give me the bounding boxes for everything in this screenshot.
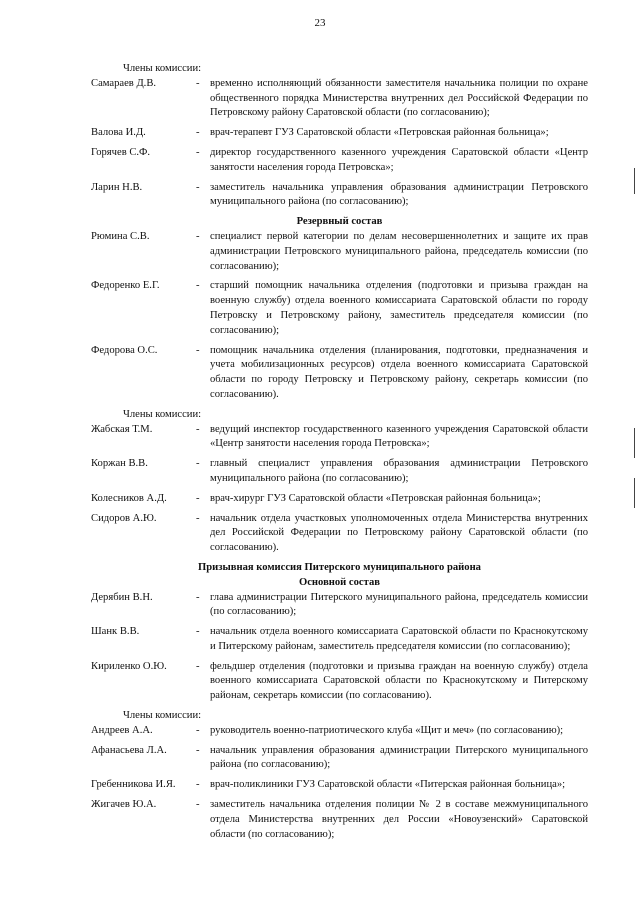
dash-separator: -	[196, 724, 200, 736]
member-position: заместитель начальника управления образования администрации Петровского муниципального района (по согласованию);	[210, 181, 588, 208]
member-position: врач-терапевт ГУЗ Саратовской области «Петровская районная больница»;	[210, 127, 549, 139]
member-position: старший помощник начальника отделения (подготовки и призыва граждан на военную службу) отдела военного комиссариата Саратовской области по городу Петровску и Петровскому району, заместитель председателя комиссии (по согласованию);	[210, 280, 588, 336]
commission-member-entry	[91, 625, 588, 655]
member-position: ведущий инспектор государственного казенного учреждения Саратовской области «Центр занятости населения города Петровска»;	[210, 423, 588, 450]
dash-separator: -	[196, 492, 200, 504]
member-position: директор государственного казенного учреждения Саратовской области «Центр занятости населения города Петровска»;	[210, 146, 588, 173]
commission-member-entry	[91, 512, 588, 556]
section-title: Основной состав	[298, 576, 380, 588]
member-name: Коржан В.В.	[91, 458, 148, 470]
members-heading: Члены комиссии:	[123, 710, 202, 722]
dash-separator: -	[196, 779, 200, 791]
member-name: Дерябин В.Н.	[91, 591, 153, 603]
section-title: Призывная комиссия Питерского муниципального района	[198, 561, 481, 573]
section-title: Резервный состав	[296, 216, 383, 228]
member-position: заместитель начальника отделения полиции № 2 в составе межмуниципального отдела Министерства внутренних дел России «Новоузенский» Саратовской области (по согласованию);	[210, 799, 588, 840]
dash-separator: -	[196, 77, 200, 89]
member-position: врач-поликлиники ГУЗ Саратовской области «Питерская районная больница»;	[210, 779, 566, 791]
commission-member-entry	[91, 230, 588, 274]
member-name: Рюмина С.В.	[91, 230, 150, 242]
member-name: Шанк В.В.	[91, 626, 140, 638]
member-name: Валова И.Д.	[91, 127, 146, 139]
dash-separator: -	[196, 344, 200, 356]
member-name: Афанасьева Л.А.	[91, 744, 167, 756]
member-position: врач-хирург ГУЗ Саратовской области «Петровская районная больница»;	[210, 492, 541, 504]
commission-member-entry	[91, 181, 588, 211]
dash-separator: -	[196, 181, 200, 193]
members-heading: Члены комиссии:	[123, 63, 202, 74]
dash-separator: -	[196, 626, 200, 638]
dash-separator: -	[196, 660, 200, 672]
commission-member-entry	[91, 778, 588, 793]
commission-member-entry	[91, 344, 588, 403]
dash-separator: -	[196, 146, 200, 158]
member-position: главный специалист управления образования администрации Петровского муниципального района (по согласованию);	[210, 458, 588, 484]
member-name: Колесников А.Д.	[91, 492, 167, 504]
member-position: начальник отдела военного комиссариата Саратовской области по Краснокутскому и Питерскому районам, заместитель председателя комиссии (по согласованию);	[210, 626, 588, 652]
member-position: начальник отдела участковых уполномоченных отдела Министерства внутренних дел Российской Федерации по Петровскому району Саратовской области (по согласованию).	[210, 512, 588, 554]
member-name: Сидоров А.Ю.	[91, 512, 157, 524]
commission-member-entry	[91, 279, 588, 338]
member-position: временно исполняющий обязанности заместителя начальника полиции по охране общественного порядка Министерства внутренних дел Российской Федерации по Петровскому району Саратовской области (по согласованию);	[210, 77, 588, 119]
members-heading: Члены комиссии:	[123, 408, 202, 420]
member-position: специалист первой категории по делам несовершеннолетних и защите их прав администрации Петровского муниципального района, председатель комиссии (по согласованию);	[210, 230, 588, 272]
commission-member-entry	[91, 591, 588, 621]
dash-separator: -	[196, 591, 200, 603]
commission-member-entry	[91, 457, 588, 487]
commission-member-entry	[91, 146, 588, 176]
member-name: Горячев С.Ф.	[91, 146, 151, 158]
commission-member-entry	[91, 660, 588, 704]
member-position: глава администрации Питерского муниципального района, председатель комиссии (по согласованию);	[210, 591, 588, 618]
member-name: Федоренко Е.Г.	[91, 280, 160, 292]
commission-member-entry	[91, 724, 588, 739]
member-name: Федорова О.С.	[91, 344, 158, 356]
dash-separator: -	[196, 458, 200, 470]
dash-separator: -	[196, 799, 200, 811]
commission-member-entry	[91, 492, 588, 507]
member-position: помощник начальника отделения (планирования, подготовки, предназначения и учета мобилизационных ресурсов) отдела военного комиссариата Саратовской области по городу Петровску и Петровскому району, секретарь комиссии (по согласованию).	[210, 344, 588, 400]
member-name: Кириленко О.Ю.	[91, 660, 167, 672]
member-name: Жабская Т.М.	[91, 423, 153, 435]
dash-separator: -	[196, 127, 200, 139]
commission-member-entry	[91, 126, 588, 141]
page-number: 23	[314, 17, 326, 29]
member-name: Гребенникова И.Я.	[91, 779, 176, 791]
dash-separator: -	[196, 512, 200, 524]
member-name: Жигачев Ю.А.	[91, 799, 157, 811]
scan-margin-mark	[634, 478, 635, 508]
commission-member-entry	[91, 744, 588, 774]
commission-member-entry	[91, 77, 588, 121]
dash-separator: -	[196, 230, 200, 242]
member-position: начальник управления образования администрации Питерского муниципального района (по согласованию);	[210, 744, 588, 771]
document-body	[91, 62, 588, 847]
member-name: Ларин Н.В.	[91, 181, 143, 193]
dash-separator: -	[196, 280, 200, 292]
dash-separator: -	[196, 423, 200, 435]
scan-margin-mark	[634, 168, 635, 194]
commission-member-entry	[91, 423, 588, 453]
member-name: Самараев Д.В.	[91, 77, 157, 89]
scan-margin-mark	[634, 428, 635, 458]
member-position: руководитель военно-патриотического клуба «Щит и меч» (по согласованию);	[210, 724, 564, 736]
member-name: Андреев А.А.	[91, 724, 153, 736]
member-position: фельдшер отделения (подготовки и призыва граждан на военную службу) отдела военного комиссариата Саратовской области по Краснокутскому и Питерскому районам, секретарь комиссии (по согласованию).	[210, 660, 588, 702]
commission-member-entry	[91, 798, 588, 842]
dash-separator: -	[196, 744, 200, 756]
